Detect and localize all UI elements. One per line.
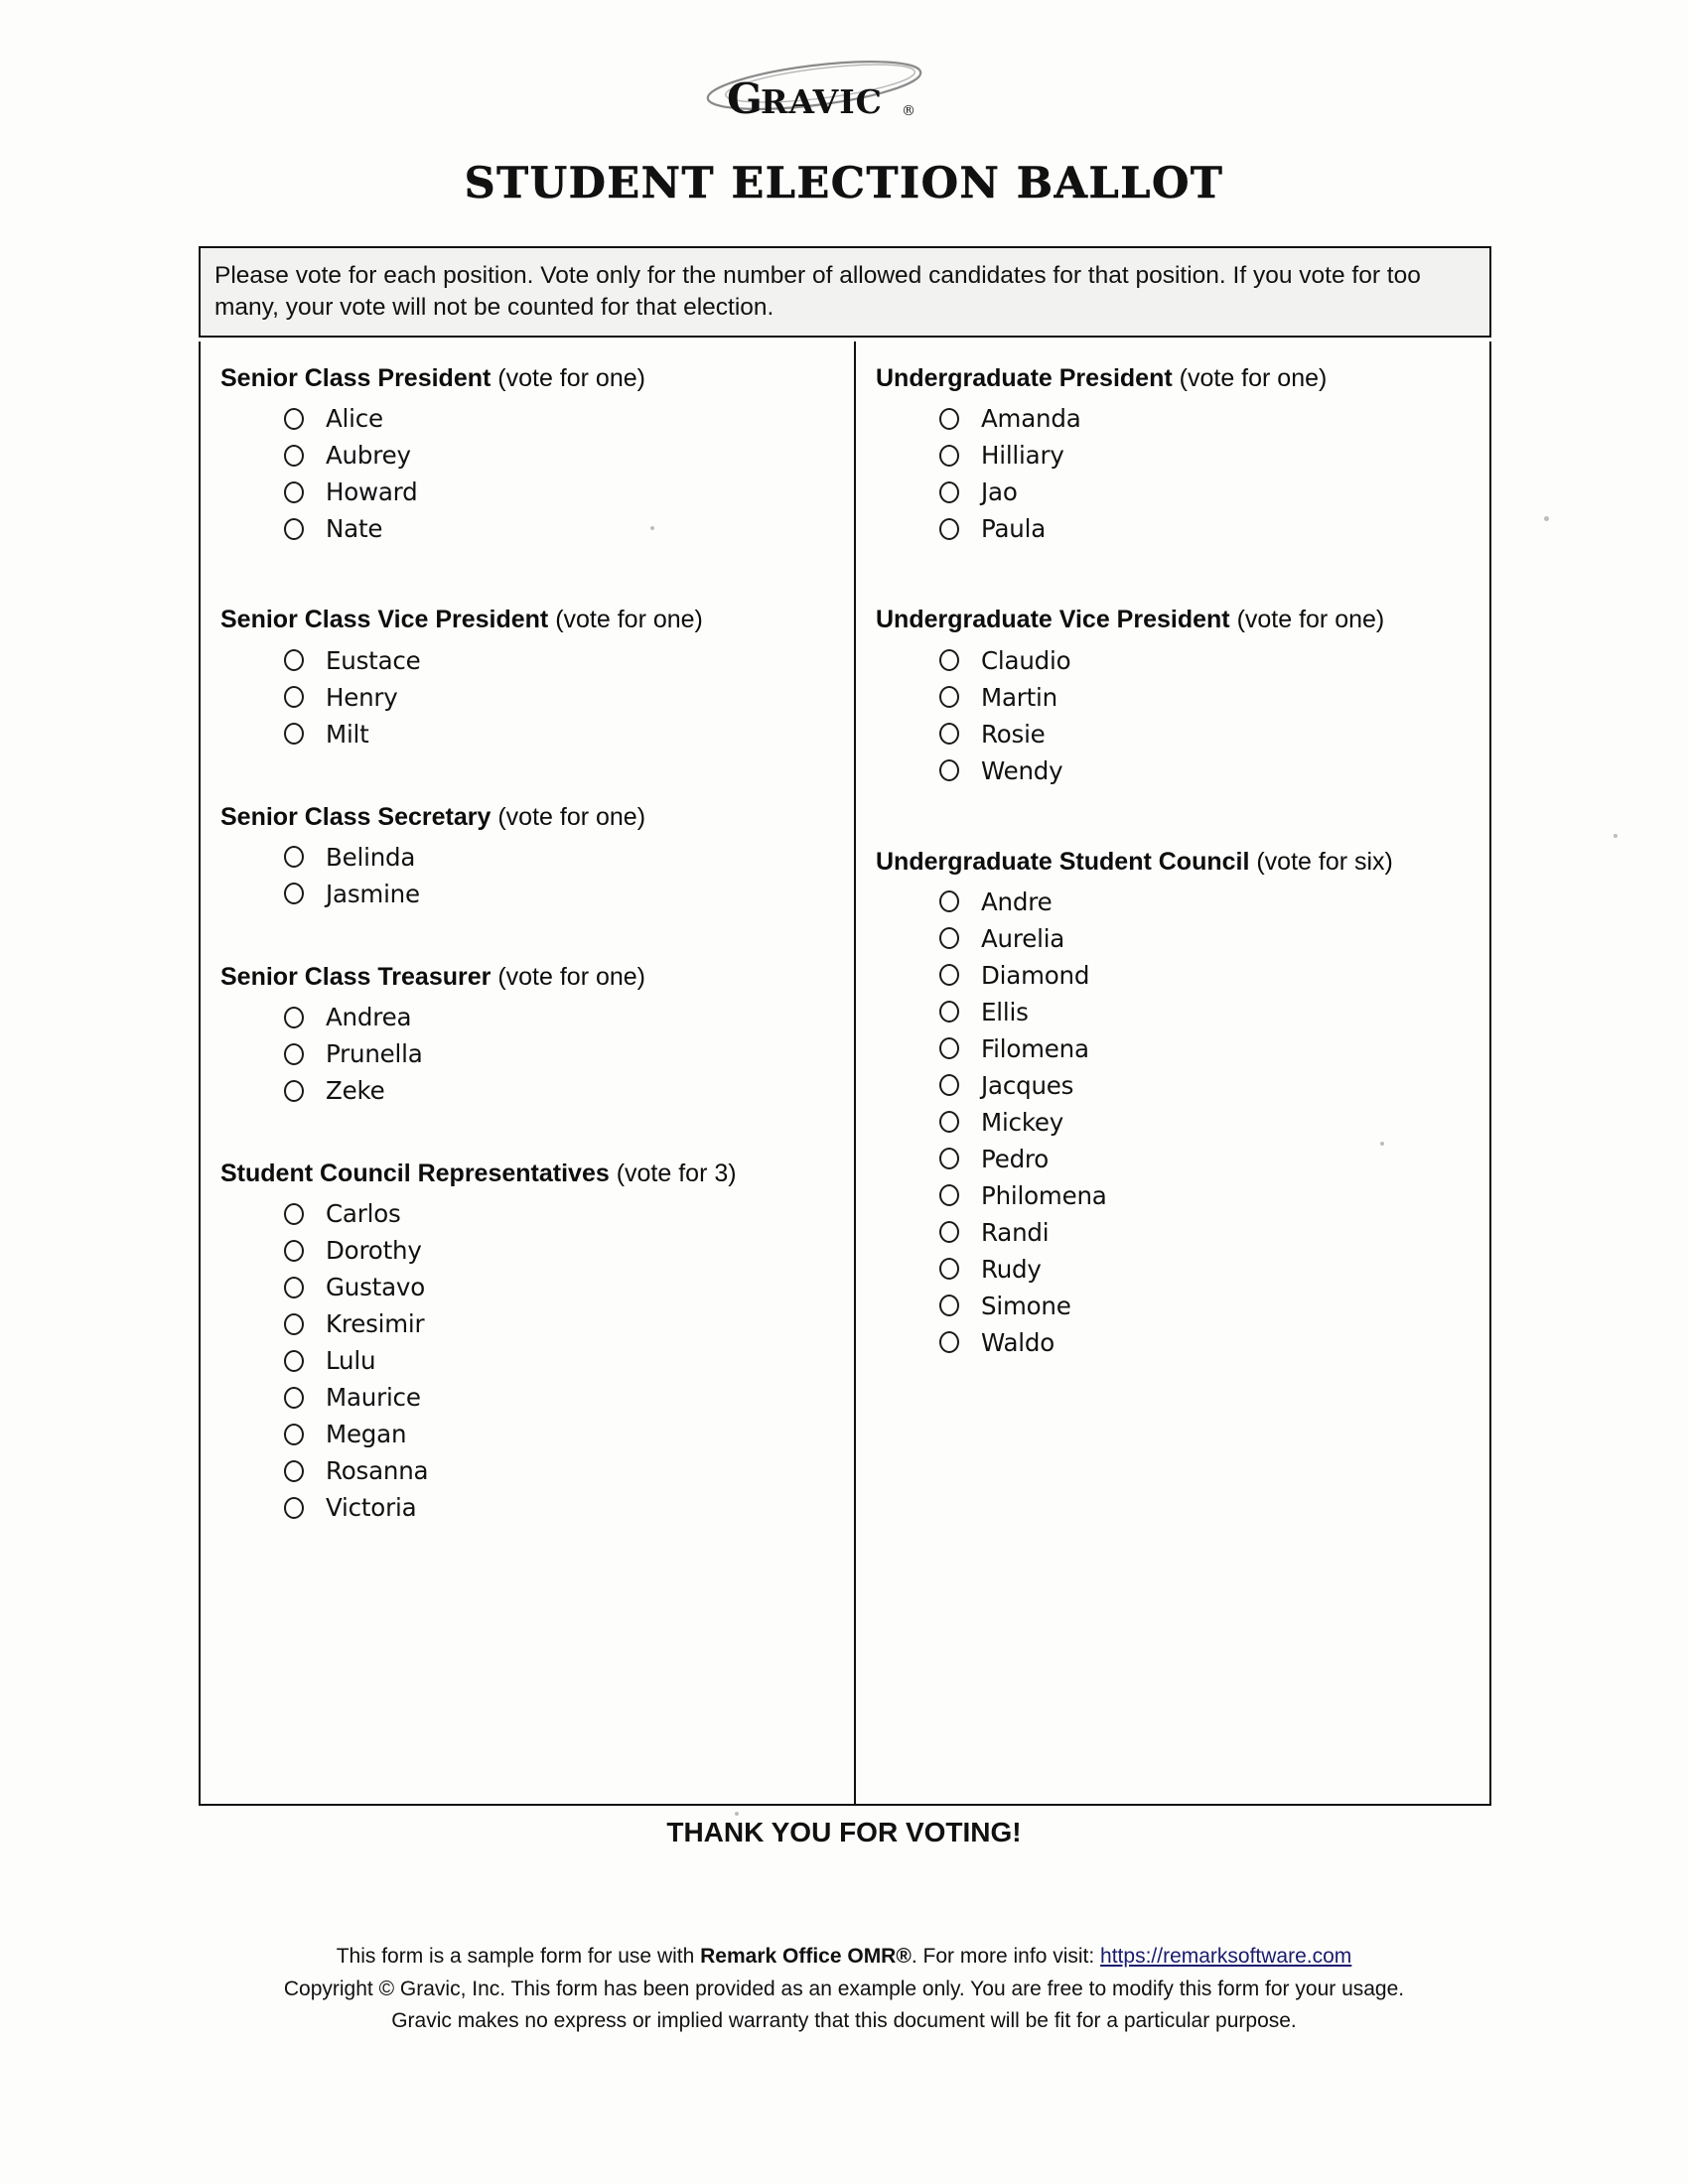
option-row[interactable] <box>874 1030 1472 1067</box>
vote-bubble-icon[interactable] <box>939 927 959 949</box>
candidate-name: Rosie <box>981 719 1046 749</box>
candidate-name: Howard <box>326 478 418 507</box>
option-row[interactable] <box>218 1379 836 1416</box>
candidate-name: Belinda <box>326 842 416 872</box>
candidate-name: Martin <box>981 682 1057 712</box>
candidate-name: Waldo <box>981 1327 1055 1357</box>
option-row[interactable] <box>874 400 1472 437</box>
candidate-name: Hilliary <box>981 441 1064 471</box>
page-title: STUDENT ELECTION BALLOT <box>464 159 1224 208</box>
vote-bubble-icon[interactable] <box>939 518 959 540</box>
thank-you-message: THANK YOU FOR VOTING! <box>666 1817 1022 1847</box>
vote-bubble-icon[interactable] <box>939 1221 959 1243</box>
option-row[interactable] <box>218 1489 836 1526</box>
race-note: (vote for one) <box>1179 364 1328 392</box>
option-row[interactable] <box>218 1416 836 1452</box>
option-row[interactable] <box>218 1269 836 1305</box>
vote-bubble-icon[interactable] <box>284 481 304 503</box>
race-title <box>220 605 836 635</box>
ballot-column-left <box>201 341 856 1804</box>
vote-bubble-icon[interactable] <box>284 1387 304 1409</box>
vote-bubble-icon[interactable] <box>284 883 304 904</box>
candidate-name: Rudy <box>981 1254 1042 1284</box>
ballot-column-right <box>856 341 1489 1804</box>
product-name: Remark Office OMR® <box>700 1945 912 1968</box>
candidate-name: Alice <box>326 404 383 434</box>
option-row[interactable] <box>218 510 836 547</box>
option-list <box>218 642 836 752</box>
race-undergraduate-student-council <box>874 847 1472 1361</box>
candidate-name: Amanda <box>981 404 1081 434</box>
vote-bubble-icon[interactable] <box>284 1203 304 1225</box>
option-list <box>218 999 836 1109</box>
candidate-name: Jao <box>981 478 1018 507</box>
option-list <box>874 884 1472 1361</box>
option-list <box>218 839 836 912</box>
candidate-name: Philomena <box>981 1180 1107 1210</box>
spacer <box>874 557 1472 605</box>
race-title <box>876 605 1472 635</box>
option-row[interactable] <box>218 1035 836 1072</box>
vote-bubble-icon[interactable] <box>939 1111 959 1133</box>
race-title <box>220 802 836 833</box>
option-row[interactable] <box>874 1324 1472 1361</box>
scan-speck <box>650 526 654 530</box>
option-row[interactable] <box>874 437 1472 474</box>
vote-bubble-icon[interactable] <box>284 1240 304 1262</box>
scan-speck <box>1380 1142 1384 1146</box>
vote-bubble-icon[interactable] <box>284 649 304 671</box>
candidate-name: Zeke <box>326 1076 385 1105</box>
svg-text:G: G <box>727 74 764 123</box>
vote-bubble-icon[interactable] <box>939 1295 959 1316</box>
race-title <box>220 363 836 394</box>
race-undergraduate-vice-president <box>874 605 1472 788</box>
option-row[interactable] <box>218 1072 836 1109</box>
vote-bubble-icon[interactable] <box>939 408 959 430</box>
race-name: Senior Class President <box>220 364 492 392</box>
vote-bubble-icon[interactable] <box>284 686 304 708</box>
vote-bubble-icon[interactable] <box>939 1331 959 1353</box>
candidate-name: Megan <box>326 1420 407 1449</box>
option-row[interactable] <box>874 1251 1472 1288</box>
option-row[interactable] <box>874 510 1472 547</box>
option-row[interactable] <box>218 999 836 1035</box>
footer-line-3: Gravic makes no express or implied warranty that this document will be fit for a particular purpose. <box>391 2009 1297 2033</box>
candidate-name: Paula <box>981 514 1047 544</box>
spacer <box>218 922 836 962</box>
option-row[interactable] <box>874 752 1472 789</box>
gravic-logo <box>0 58 1688 132</box>
svg-text:RAVIC: RAVIC <box>761 82 883 121</box>
race-title <box>876 363 1472 394</box>
vote-bubble-icon[interactable] <box>284 1460 304 1482</box>
race-name: Senior Class Secretary <box>220 802 492 831</box>
scan-speck <box>1544 516 1549 521</box>
spacer <box>218 762 836 802</box>
candidate-name: Maurice <box>326 1383 421 1413</box>
candidate-name: Diamond <box>981 960 1090 990</box>
race-title <box>220 962 836 993</box>
candidate-name: Lulu <box>326 1346 376 1376</box>
vote-bubble-icon[interactable] <box>284 1043 304 1065</box>
vote-bubble-icon[interactable] <box>284 1080 304 1102</box>
candidate-name: Andrea <box>326 1003 412 1031</box>
option-list <box>218 1195 836 1526</box>
vote-bubble-icon[interactable] <box>939 759 959 781</box>
candidate-name: Simone <box>981 1291 1071 1320</box>
candidate-name: Mickey <box>981 1107 1064 1137</box>
vote-bubble-icon[interactable] <box>284 518 304 540</box>
candidate-name: Milt <box>326 719 369 749</box>
ballot-columns <box>199 341 1491 1806</box>
candidate-name: Gustavo <box>326 1273 425 1302</box>
vote-bubble-icon[interactable] <box>284 1277 304 1298</box>
option-row[interactable] <box>218 1305 836 1342</box>
vote-bubble-icon[interactable] <box>939 1037 959 1059</box>
option-row[interactable] <box>218 876 836 912</box>
candidate-name: Carlos <box>326 1199 401 1229</box>
candidate-name: Jasmine <box>326 879 420 908</box>
option-row[interactable] <box>874 957 1472 994</box>
vote-bubble-icon[interactable] <box>939 445 959 467</box>
option-row[interactable] <box>874 642 1472 679</box>
option-row[interactable] <box>218 716 836 752</box>
vote-bubble-icon[interactable] <box>939 1258 959 1280</box>
spacer <box>218 557 836 605</box>
option-row[interactable] <box>218 679 836 716</box>
footer-text-prefix: This form is a sample form for use with <box>336 1945 701 1968</box>
candidate-name: Randi <box>981 1217 1050 1247</box>
option-row[interactable] <box>218 1232 836 1269</box>
candidate-name: Prunella <box>326 1039 423 1068</box>
race-name: Undergraduate President <box>876 364 1173 392</box>
vote-bubble-icon[interactable] <box>284 1007 304 1028</box>
race-note: (vote for one) <box>497 802 646 831</box>
race-note: (vote for 3) <box>616 1160 737 1187</box>
option-list <box>874 400 1472 547</box>
svg-text:®: ® <box>902 103 915 119</box>
race-student-council-representatives <box>218 1159 836 1526</box>
vote-bubble-icon[interactable] <box>284 408 304 430</box>
candidate-name: Henry <box>326 682 398 712</box>
candidate-name: Nate <box>326 514 383 544</box>
candidate-name: Rosanna <box>326 1456 429 1486</box>
race-title <box>876 847 1472 878</box>
option-row[interactable] <box>218 474 836 510</box>
option-list <box>218 400 836 547</box>
option-row[interactable] <box>218 1195 836 1232</box>
option-row[interactable] <box>874 474 1472 510</box>
race-note: (vote for one) <box>497 962 646 991</box>
vote-bubble-icon[interactable] <box>284 445 304 467</box>
instructions-text: Please vote for each position. Vote only for the number of allowed candidates for that position. If you vote for too many, your vote will not be counted for that election. <box>214 262 1421 322</box>
vote-bubble-icon[interactable] <box>284 1497 304 1519</box>
option-row[interactable] <box>874 1177 1472 1214</box>
option-row[interactable] <box>874 884 1472 920</box>
candidate-name: Filomena <box>981 1033 1089 1063</box>
vote-bubble-icon[interactable] <box>284 846 304 868</box>
option-row[interactable] <box>874 716 1472 752</box>
race-note: (vote for one) <box>555 606 703 634</box>
option-row[interactable] <box>874 1288 1472 1324</box>
candidate-name: Dorothy <box>326 1236 422 1266</box>
race-senior-class-secretary <box>218 802 836 912</box>
spacer <box>874 799 1472 847</box>
candidate-name: Aubrey <box>326 441 411 471</box>
race-note: (vote for one) <box>1236 606 1385 634</box>
race-senior-class-president <box>218 363 836 547</box>
candidate-name: Victoria <box>326 1493 417 1523</box>
option-row[interactable] <box>874 1214 1472 1251</box>
option-row[interactable] <box>218 839 836 876</box>
vote-bubble-icon[interactable] <box>939 1074 959 1096</box>
candidate-name: Andre <box>981 887 1053 916</box>
candidate-name: Jacques <box>981 1070 1074 1100</box>
vote-bubble-icon[interactable] <box>939 481 959 503</box>
remarksoftware-link[interactable]: https://remarksoftware.com <box>1100 1945 1352 1968</box>
race-senior-class-vice-president <box>218 605 836 751</box>
race-note: (vote for one) <box>497 364 645 392</box>
candidate-name: Aurelia <box>981 923 1065 953</box>
option-row[interactable] <box>874 1141 1472 1177</box>
option-row[interactable] <box>874 679 1472 716</box>
option-row[interactable] <box>218 1452 836 1489</box>
vote-bubble-icon[interactable] <box>284 1350 304 1372</box>
race-name: Senior Class Vice President <box>220 606 549 634</box>
candidate-name: Pedro <box>981 1144 1050 1173</box>
candidate-name: Wendy <box>981 755 1063 785</box>
race-senior-class-treasurer <box>218 962 836 1109</box>
option-row[interactable] <box>874 920 1472 957</box>
vote-bubble-icon[interactable] <box>939 890 959 912</box>
gravic-logo-svg <box>695 58 993 127</box>
footer-line-2: Copyright © Gravic, Inc. This form has been provided as an example only. You are free to modify this form for your usage. <box>283 1977 1405 2000</box>
option-row[interactable] <box>874 1067 1472 1104</box>
race-name: Senior Class Treasurer <box>220 962 492 991</box>
option-row[interactable] <box>218 437 836 474</box>
option-list <box>874 642 1472 789</box>
vote-bubble-icon[interactable] <box>284 1313 304 1335</box>
footer <box>0 1941 1688 2038</box>
option-row[interactable] <box>218 400 836 437</box>
race-name: Undergraduate Student Council <box>876 847 1250 876</box>
candidate-name: Kresimir <box>326 1309 425 1339</box>
vote-bubble-icon[interactable] <box>284 1424 304 1445</box>
option-row[interactable] <box>874 994 1472 1030</box>
scan-speck <box>735 1812 739 1816</box>
scan-speck <box>1614 834 1618 838</box>
option-row[interactable] <box>218 1342 836 1379</box>
instructions-box <box>199 246 1491 338</box>
vote-bubble-icon[interactable] <box>939 964 959 986</box>
race-name: Student Council Representatives <box>220 1160 610 1187</box>
vote-bubble-icon[interactable] <box>939 1001 959 1023</box>
candidate-name: Ellis <box>981 997 1029 1026</box>
vote-bubble-icon[interactable] <box>284 723 304 745</box>
footer-line-1 <box>0 1941 1688 1974</box>
vote-bubble-icon[interactable] <box>939 649 959 671</box>
spacer <box>218 1119 836 1159</box>
vote-bubble-icon[interactable] <box>939 1148 959 1169</box>
footer-text-middle: . For more info visit: <box>911 1945 1101 1968</box>
vote-bubble-icon[interactable] <box>939 723 959 745</box>
race-title <box>220 1159 836 1189</box>
vote-bubble-icon[interactable] <box>939 1184 959 1206</box>
race-undergraduate-president <box>874 363 1472 547</box>
candidate-name: Eustace <box>326 645 421 675</box>
race-name: Undergraduate Vice President <box>876 606 1230 634</box>
option-row[interactable] <box>218 642 836 679</box>
race-note: (vote for six) <box>1256 847 1393 876</box>
vote-bubble-icon[interactable] <box>939 686 959 708</box>
option-row[interactable] <box>874 1104 1472 1141</box>
candidate-name: Claudio <box>981 645 1071 675</box>
